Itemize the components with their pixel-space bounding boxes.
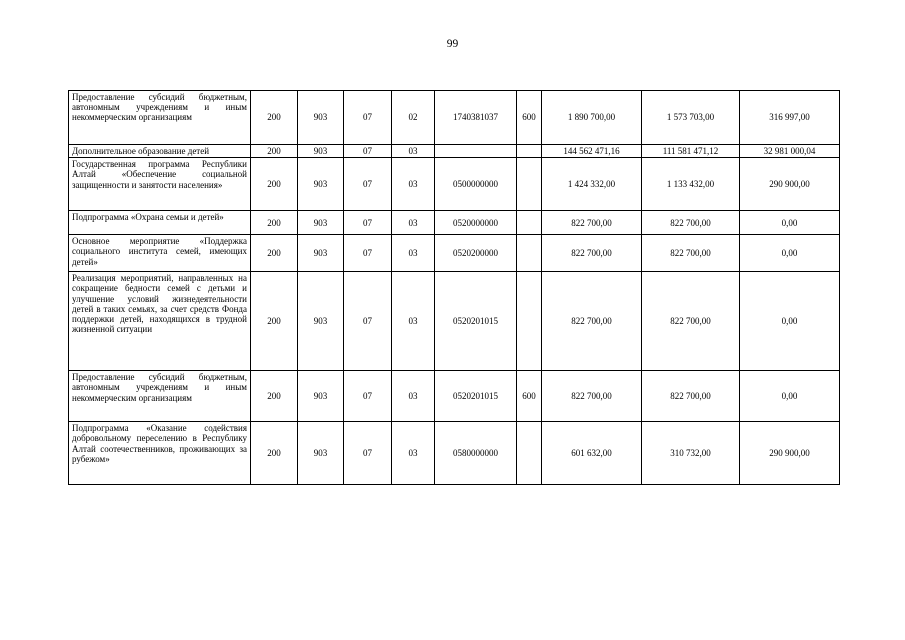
cell-amount-3: 0,00 bbox=[740, 272, 840, 371]
cell-code-4: 03 bbox=[392, 371, 435, 422]
row-name: Предоставление субсидий бюджетным, автономным учреждениям и иным некоммерческим организациям bbox=[69, 371, 251, 422]
cell-amount-1: 822 700,00 bbox=[542, 272, 642, 371]
cell-amount-1: 822 700,00 bbox=[542, 211, 642, 235]
cell-amount-3: 0,00 bbox=[740, 371, 840, 422]
cell-amount-3: 0,00 bbox=[740, 211, 840, 235]
cell-code-6 bbox=[517, 158, 542, 211]
cell-code-2: 903 bbox=[298, 422, 344, 485]
cell-code-1: 200 bbox=[251, 145, 298, 158]
cell-code-3: 07 bbox=[344, 145, 392, 158]
cell-code-4: 03 bbox=[392, 235, 435, 272]
table-row bbox=[69, 145, 840, 158]
cell-code-6 bbox=[517, 272, 542, 371]
cell-amount-2: 822 700,00 bbox=[642, 272, 740, 371]
cell-code-3: 07 bbox=[344, 272, 392, 371]
cell-amount-3: 32 981 000,04 bbox=[740, 145, 840, 158]
table-row bbox=[69, 272, 840, 371]
cell-code-6 bbox=[517, 422, 542, 485]
cell-code-5: 0500000000 bbox=[435, 158, 517, 211]
cell-code-3: 07 bbox=[344, 422, 392, 485]
cell-code-1: 200 bbox=[251, 91, 298, 145]
cell-code-5: 0580000000 bbox=[435, 422, 517, 485]
cell-code-1: 200 bbox=[251, 158, 298, 211]
cell-code-6: 600 bbox=[517, 371, 542, 422]
row-name: Реализация мероприятий, направленных на сокращение бедности семей с детьми и улучшение условий жизнедеятельности детей в таких семьях, за счет средств Фонда поддержки детей, находящихся в трудной жизненной ситуации bbox=[69, 272, 251, 371]
cell-code-6 bbox=[517, 211, 542, 235]
cell-code-5: 0520200000 bbox=[435, 235, 517, 272]
row-name: Предоставление субсидий бюджетным, автономным учреждениям и иным некоммерческим организациям bbox=[69, 91, 251, 145]
cell-code-4: 02 bbox=[392, 91, 435, 145]
cell-amount-2: 822 700,00 bbox=[642, 211, 740, 235]
cell-code-4: 03 bbox=[392, 158, 435, 211]
cell-code-2: 903 bbox=[298, 211, 344, 235]
cell-code-5: 1740381037 bbox=[435, 91, 517, 145]
cell-amount-1: 1 890 700,00 bbox=[542, 91, 642, 145]
cell-code-6: 600 bbox=[517, 91, 542, 145]
cell-code-6 bbox=[517, 145, 542, 158]
cell-code-1: 200 bbox=[251, 422, 298, 485]
row-name: Основное мероприятие «Поддержка социального института семей, имеющих детей» bbox=[69, 235, 251, 272]
row-name: Государственная программа Республики Алтай «Обеспечение социальной защищенности и занятости населения» bbox=[69, 158, 251, 211]
cell-amount-2: 822 700,00 bbox=[642, 371, 740, 422]
cell-amount-3: 0,00 bbox=[740, 235, 840, 272]
cell-code-2: 903 bbox=[298, 272, 344, 371]
cell-amount-1: 822 700,00 bbox=[542, 371, 642, 422]
cell-amount-2: 310 732,00 bbox=[642, 422, 740, 485]
cell-code-4: 03 bbox=[392, 272, 435, 371]
cell-code-3: 07 bbox=[344, 158, 392, 211]
cell-code-1: 200 bbox=[251, 272, 298, 371]
cell-code-3: 07 bbox=[344, 371, 392, 422]
cell-code-3: 07 bbox=[344, 235, 392, 272]
row-name: Подпрограмма «Оказание содействия добровольному переселению в Республику Алтай соотечественников, проживающих за рубежом» bbox=[69, 422, 251, 485]
cell-amount-2: 1 573 703,00 bbox=[642, 91, 740, 145]
cell-amount-1: 822 700,00 bbox=[542, 235, 642, 272]
cell-amount-2: 822 700,00 bbox=[642, 235, 740, 272]
cell-amount-3: 316 997,00 bbox=[740, 91, 840, 145]
cell-code-6 bbox=[517, 235, 542, 272]
cell-code-2: 903 bbox=[298, 91, 344, 145]
cell-amount-2: 1 133 432,00 bbox=[642, 158, 740, 211]
row-name: Подпрограмма «Охрана семьи и детей» bbox=[69, 211, 251, 235]
table-row bbox=[69, 371, 840, 422]
cell-amount-1: 1 424 332,00 bbox=[542, 158, 642, 211]
cell-code-2: 903 bbox=[298, 235, 344, 272]
cell-code-5: 0520000000 bbox=[435, 211, 517, 235]
cell-amount-2: 111 581 471,12 bbox=[642, 145, 740, 158]
cell-code-4: 03 bbox=[392, 145, 435, 158]
table-row bbox=[69, 211, 840, 235]
cell-code-1: 200 bbox=[251, 235, 298, 272]
cell-code-5: 0520201015 bbox=[435, 371, 517, 422]
page-number: 99 bbox=[446, 38, 459, 50]
cell-code-2: 903 bbox=[298, 158, 344, 211]
cell-code-5 bbox=[435, 145, 517, 158]
cell-code-1: 200 bbox=[251, 371, 298, 422]
cell-code-1: 200 bbox=[251, 211, 298, 235]
table-row bbox=[69, 158, 840, 211]
budget-table bbox=[68, 90, 840, 485]
cell-code-2: 903 bbox=[298, 145, 344, 158]
cell-code-3: 07 bbox=[344, 211, 392, 235]
cell-amount-3: 290 900,00 bbox=[740, 422, 840, 485]
cell-code-2: 903 bbox=[298, 371, 344, 422]
table-row bbox=[69, 422, 840, 485]
cell-code-4: 03 bbox=[392, 211, 435, 235]
cell-amount-1: 601 632,00 bbox=[542, 422, 642, 485]
table-row bbox=[69, 235, 840, 272]
table-row bbox=[69, 91, 840, 145]
row-name: Дополнительное образование детей bbox=[69, 145, 251, 158]
cell-amount-1: 144 562 471,16 bbox=[542, 145, 642, 158]
cell-code-4: 03 bbox=[392, 422, 435, 485]
cell-amount-3: 290 900,00 bbox=[740, 158, 840, 211]
cell-code-5: 0520201015 bbox=[435, 272, 517, 371]
cell-code-3: 07 bbox=[344, 91, 392, 145]
